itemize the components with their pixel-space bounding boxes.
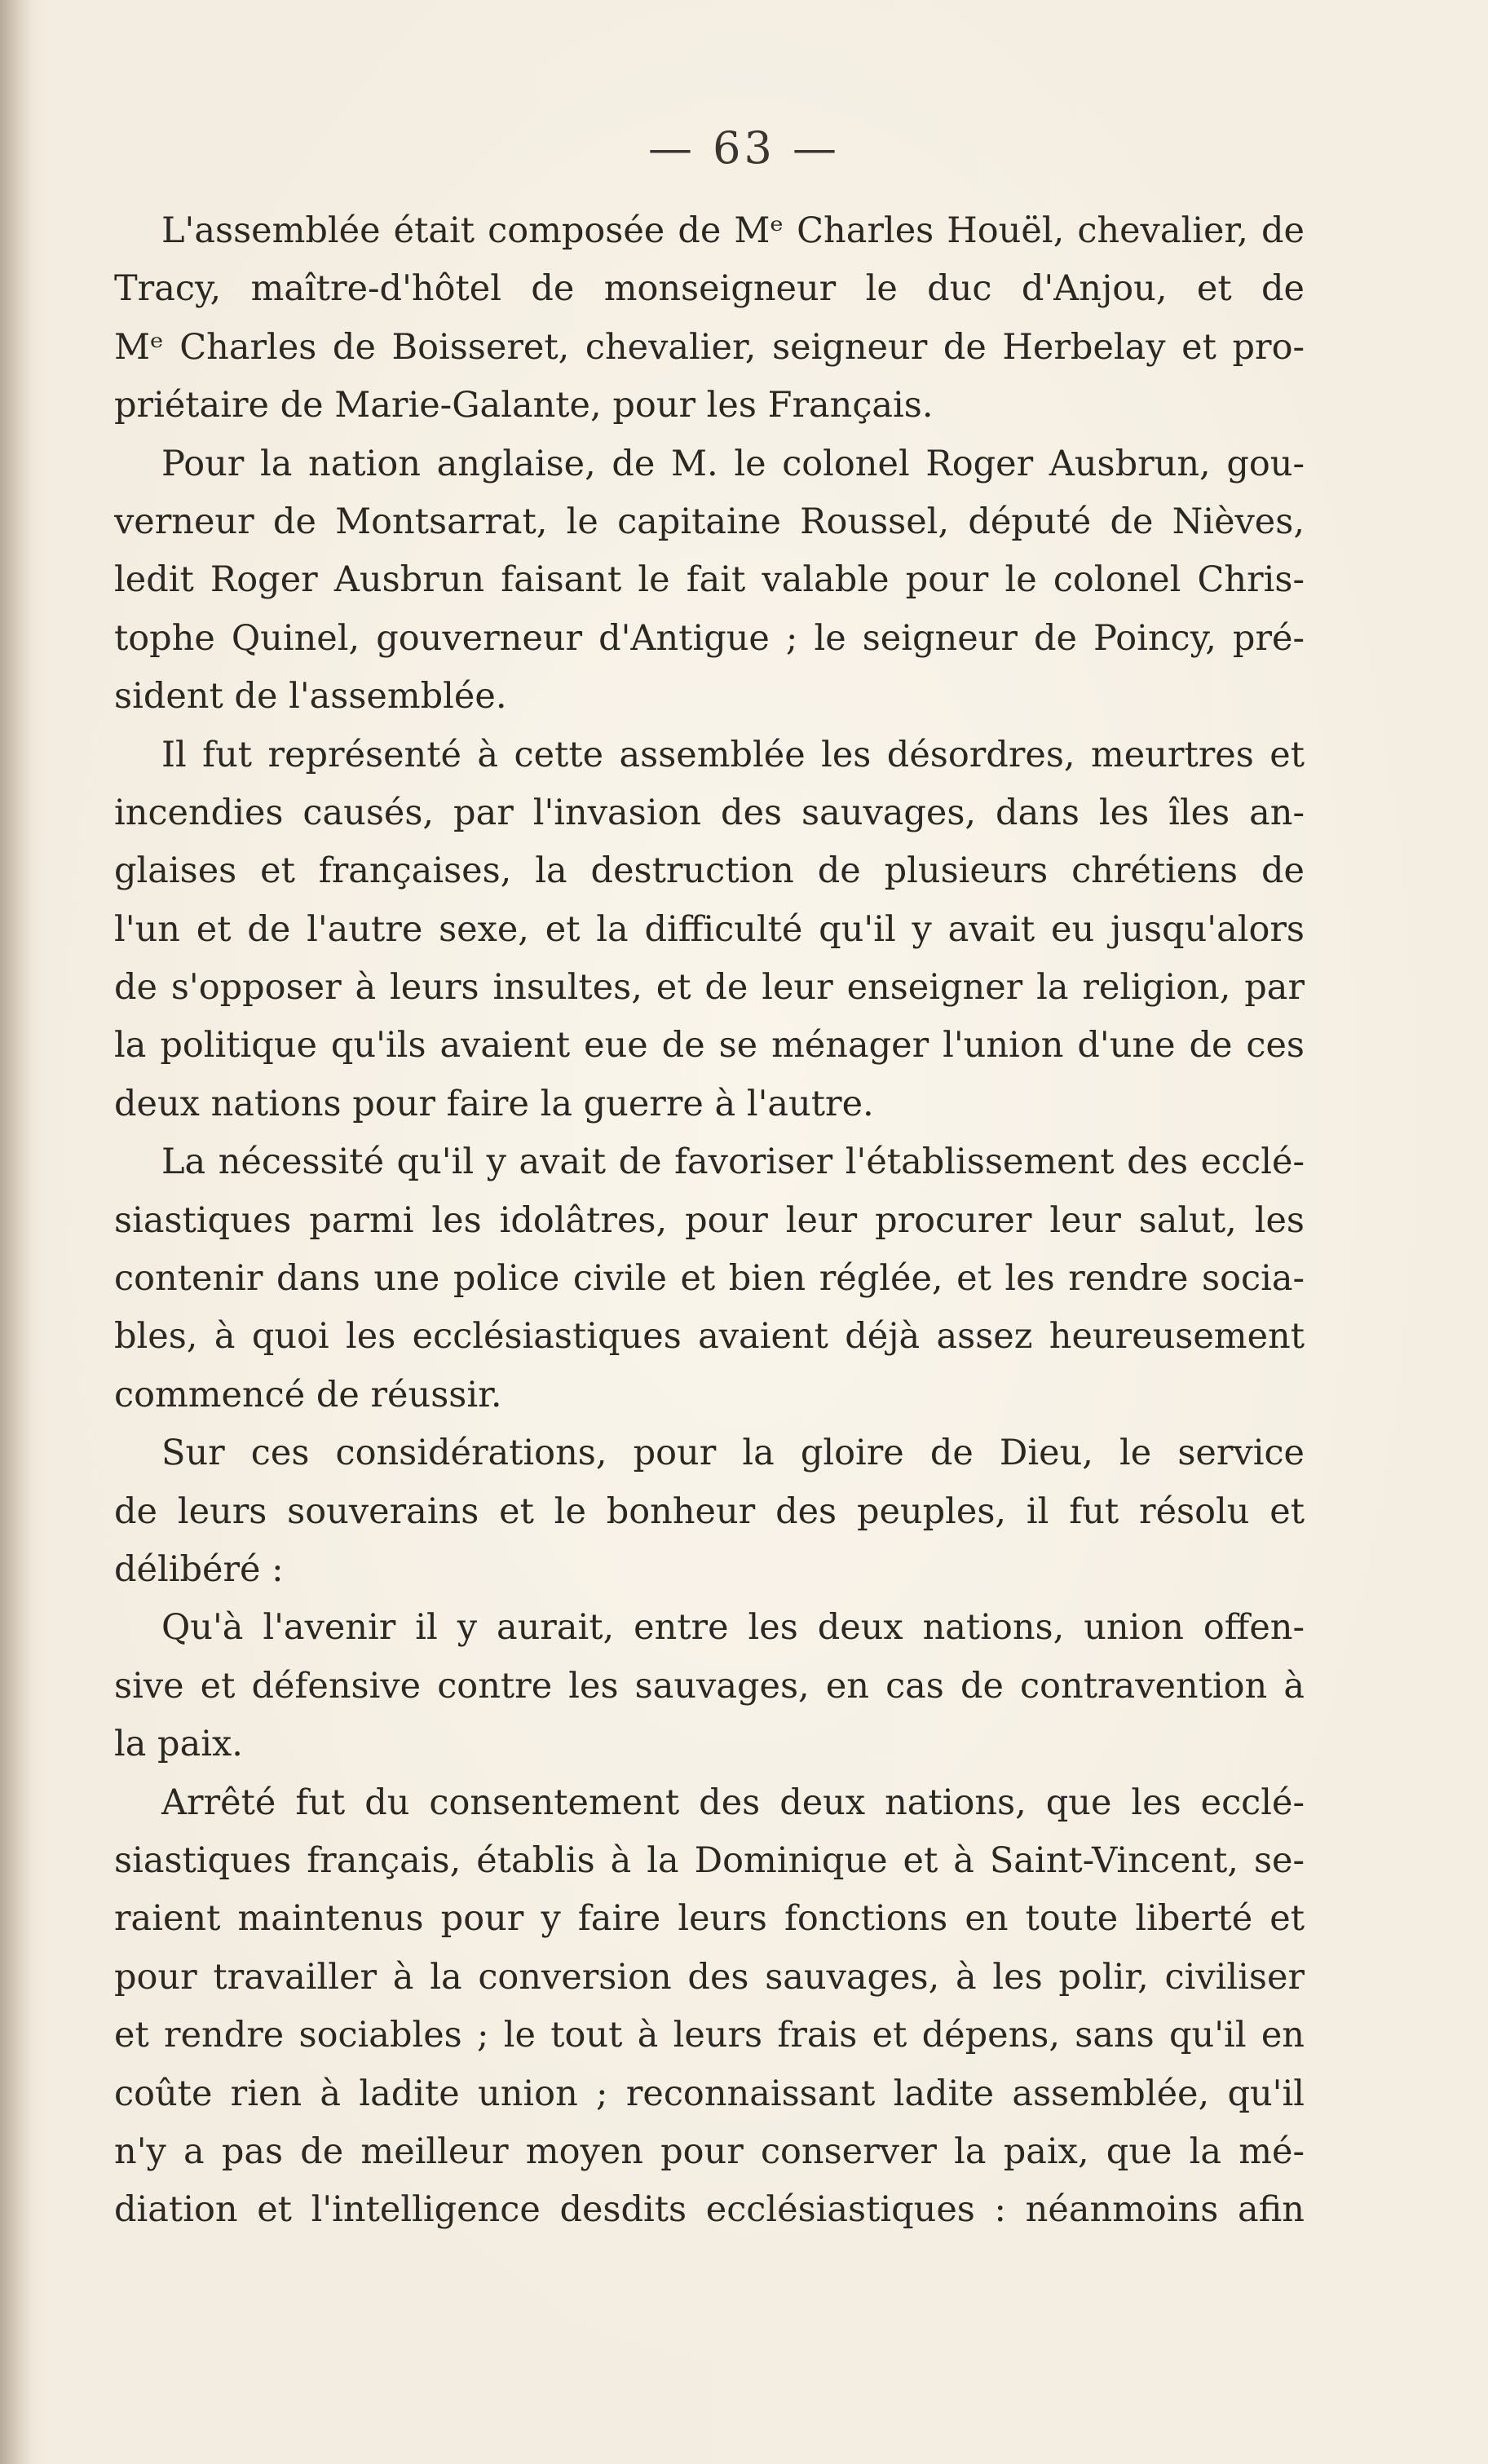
text-line: contenir dans une police civile et bien réglée, et les rendre socia- xyxy=(114,1258,1305,1300)
text-line: raient maintenus pour y faire leurs fonctions en toute liberté et xyxy=(114,1898,1305,1940)
text-line: bles, à quoi les ecclésiastiques avaient déjà assez heureusement xyxy=(114,1316,1305,1358)
gutter-shadow xyxy=(0,0,33,2464)
text-line: diation et l'intelligence desdits ecclésiastiques : néanmoins afin xyxy=(114,2189,1305,2231)
paragraph xyxy=(114,1599,1305,1773)
text-line: de leurs souverains et le bonheur des peuples, il fut résolu et xyxy=(114,1490,1305,1532)
paragraph xyxy=(114,202,1305,435)
text-line: incendies causés, par l'invasion des sauvages, dans les îles an- xyxy=(114,792,1305,833)
text-line: L'assemblée était composée de Mᵉ Charles Houël, chevalier, de xyxy=(161,210,1305,251)
text-line: Pour la nation anglaise, de M. le colonel Roger Ausbrun, gou- xyxy=(161,443,1305,484)
paragraph xyxy=(114,435,1305,726)
paragraph xyxy=(114,726,1305,1134)
text-line: Mᵉ Charles de Boisseret, chevalier, seigneur de Herbelay et pro- xyxy=(114,326,1305,368)
text-line: la politique qu'ils avaient eue de se ménager l'union d'une de ces xyxy=(114,1025,1305,1066)
text-line: siastiques parmi les idolâtres, pour leur procurer leur salut, les xyxy=(114,1199,1305,1241)
text-line: sident de l'assemblée. xyxy=(114,676,507,718)
text-line: tophe Quinel, gouverneur d'Antigue ; le seigneur de Poincy, pré- xyxy=(114,617,1305,659)
text-line: siastiques français, établis à la Dominique et à Saint-Vincent, se- xyxy=(114,1839,1305,1881)
paragraph xyxy=(114,1133,1305,1424)
text-line: La nécessité qu'il y avait de favoriser l'établissement des ecclé- xyxy=(161,1141,1305,1183)
text-line: n'y a pas de meilleur moyen pour conserver la paix, que la mé- xyxy=(114,2131,1305,2172)
text-line: priétaire de Marie-Galante, pour les Français. xyxy=(114,385,934,426)
body-text xyxy=(114,202,1305,2240)
text-line: sive et défensive contre les sauvages, en cas de contravention à xyxy=(114,1665,1305,1707)
page-number: — 63 — xyxy=(647,122,841,174)
text-line: Il fut représenté à cette assemblée les désordres, meurtres et xyxy=(161,734,1305,775)
text-line: Arrêté fut du consentement des deux nations, que les ecclé- xyxy=(161,1782,1305,1823)
text-line: et rendre sociables ; le tout à leurs frais et dépens, sans qu'il en xyxy=(114,2015,1305,2056)
text-line: l'un et de l'autre sexe, et la difficulté qu'il y avait eu jusqu'alors xyxy=(114,908,1305,950)
paragraph xyxy=(114,1424,1305,1599)
text-line: de s'opposer à leurs insultes, et de leur enseigner la religion, par xyxy=(114,967,1305,1009)
text-line: verneur de Montsarrat, le capitaine Roussel, député de Nièves, xyxy=(114,501,1305,542)
text-line: la paix. xyxy=(114,1724,243,1765)
text-line: Tracy, maître-d'hôtel de monseigneur le duc d'Anjou, et de xyxy=(114,268,1305,310)
text-line: deux nations pour faire la guerre à l'autre. xyxy=(114,1083,874,1124)
text-line: glaises et françaises, la destruction de plusieurs chrétiens de xyxy=(114,850,1305,892)
text-line: délibéré : xyxy=(114,1548,284,1590)
paragraph xyxy=(114,1774,1305,2240)
text-line: coûte rien à ladite union ; reconnaissant ladite assemblée, qu'il xyxy=(114,2073,1305,2114)
text-line: pour travailler à la conversion des sauvages, à les polir, civiliser xyxy=(114,1956,1305,1998)
text-line: Qu'à l'avenir il y aurait, entre les deux nations, union offen- xyxy=(161,1607,1305,1649)
text-line: commencé de réussir. xyxy=(114,1374,502,1415)
text-line: Sur ces considérations, pour la gloire de Dieu, le service xyxy=(161,1433,1305,1474)
text-line: ledit Roger Ausbrun faisant le fait valable pour le colonel Chris- xyxy=(114,559,1305,601)
